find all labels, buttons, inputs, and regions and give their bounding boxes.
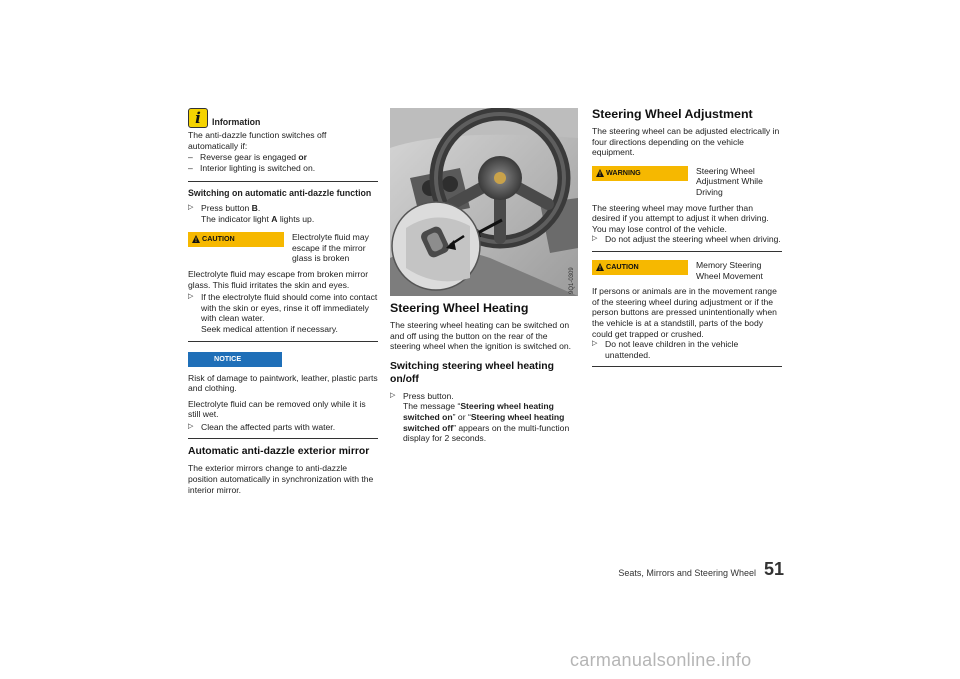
instruction-step: ▷ Do not adjust the steering wheel when driving. — [592, 234, 782, 245]
warning-title: Steering Wheel Adjustment While Driving — [696, 165, 763, 197]
section-body: The steering wheel can be adjusted electrically in four directions depending on the vehicle equipment. — [592, 126, 780, 158]
warning-triangle-icon — [192, 235, 200, 243]
page-number: 51 — [763, 559, 784, 579]
steering-wheel-illustration — [390, 108, 578, 296]
caution-label: ! CAUTION — [188, 232, 284, 247]
caution-callout — [188, 232, 378, 264]
page-footer — [594, 560, 784, 578]
caution-callout — [592, 260, 782, 281]
section-heading: Steering Wheel Adjustment — [592, 107, 753, 121]
divider — [188, 341, 378, 342]
list-item: – Reverse gear is engaged or — [188, 152, 378, 163]
information-title: Information — [212, 117, 261, 128]
information-header — [188, 108, 378, 128]
section-subheading: Switching steering wheel heating on/off — [390, 360, 554, 385]
warning-body: The steering wheel may move further than desired if you attempt to adjust it when driving. — [592, 202, 769, 224]
warning-triangle-icon — [596, 169, 604, 177]
list-item: – Interior lighting is switched on. — [188, 163, 378, 174]
section-subheading: Switching on automatic anti-dazzle function — [188, 188, 372, 199]
caution-body: If persons or animals are in the movement range of the steering wheel during adjustment or if the person buttons are pressed unintentionally when the vehicle is at a standstill, parts of the body could get trapped or crushed. — [592, 286, 777, 339]
instruction-step: ▷ Clean the affected parts with water. — [188, 422, 378, 433]
caution-body: Electrolyte fluid may escape from broken mirror glass. This fluid irritates the skin and eyes. — [188, 268, 369, 290]
instruction-step: ▷ If the electrolyte fluid should come into contact with the skin or eyes, rinse it off immediately with clean water. Seek medical attention if necessary. — [188, 292, 378, 334]
notice-body: Risk of damage to paintwork, leather, plastic parts and clothing. — [188, 372, 378, 394]
divider — [592, 366, 782, 367]
caution-title: Memory Steering Wheel Movement — [696, 259, 763, 281]
instruction-step: ▷ Press button. The message “Steering wheel heating switched on” or “Steering wheel heating switched off” appears on the multi-function display for 2 seconds. — [390, 391, 578, 444]
warning-callout — [592, 166, 782, 198]
warning-body: You may lose control of the vehicle. — [592, 223, 727, 234]
footer-title: Seats, Mirrors and Steering Wheel — [618, 568, 756, 578]
column-right — [592, 108, 782, 373]
instruction-step: ▷ Press button B. The indicator light A lights up. — [188, 203, 378, 224]
notice-label: NOTICE — [188, 352, 282, 367]
section-body: The steering wheel heating can be switched on and off using the button on the rear of the steering wheel when the ignition is switched on. — [390, 320, 572, 352]
divider — [188, 438, 378, 439]
section-heading: Automatic anti-dazzle exterior mirror — [188, 446, 370, 458]
information-list — [188, 152, 378, 173]
section-body: The exterior mirrors change to anti-dazzle position automatically in synchronization with the interior mirror. — [188, 463, 374, 495]
image-code: 9Q1-0309 — [569, 267, 575, 294]
information-icon: i — [188, 108, 208, 128]
column-middle — [390, 108, 578, 449]
notice-body: Electrolyte fluid can be removed only while it is still wet. — [188, 398, 366, 420]
watermark: carmanualsonline.info — [570, 650, 752, 670]
column-left — [188, 108, 378, 500]
divider — [188, 181, 378, 182]
steering-wheel-photo — [390, 108, 578, 296]
warning-label: ! WARNING — [592, 166, 688, 181]
caution-label: ! CAUTION — [592, 260, 688, 275]
warning-triangle-icon — [596, 263, 604, 271]
section-heading: Steering Wheel Heating — [390, 301, 529, 315]
instruction-step: ▷ Do not leave children in the vehicle unattended. — [592, 339, 782, 360]
divider — [592, 251, 782, 252]
caution-title: Electrolyte fluid may escape if the mirror glass is broken — [292, 232, 369, 264]
information-text: The anti-dazzle function switches off automatically if: — [188, 130, 327, 151]
